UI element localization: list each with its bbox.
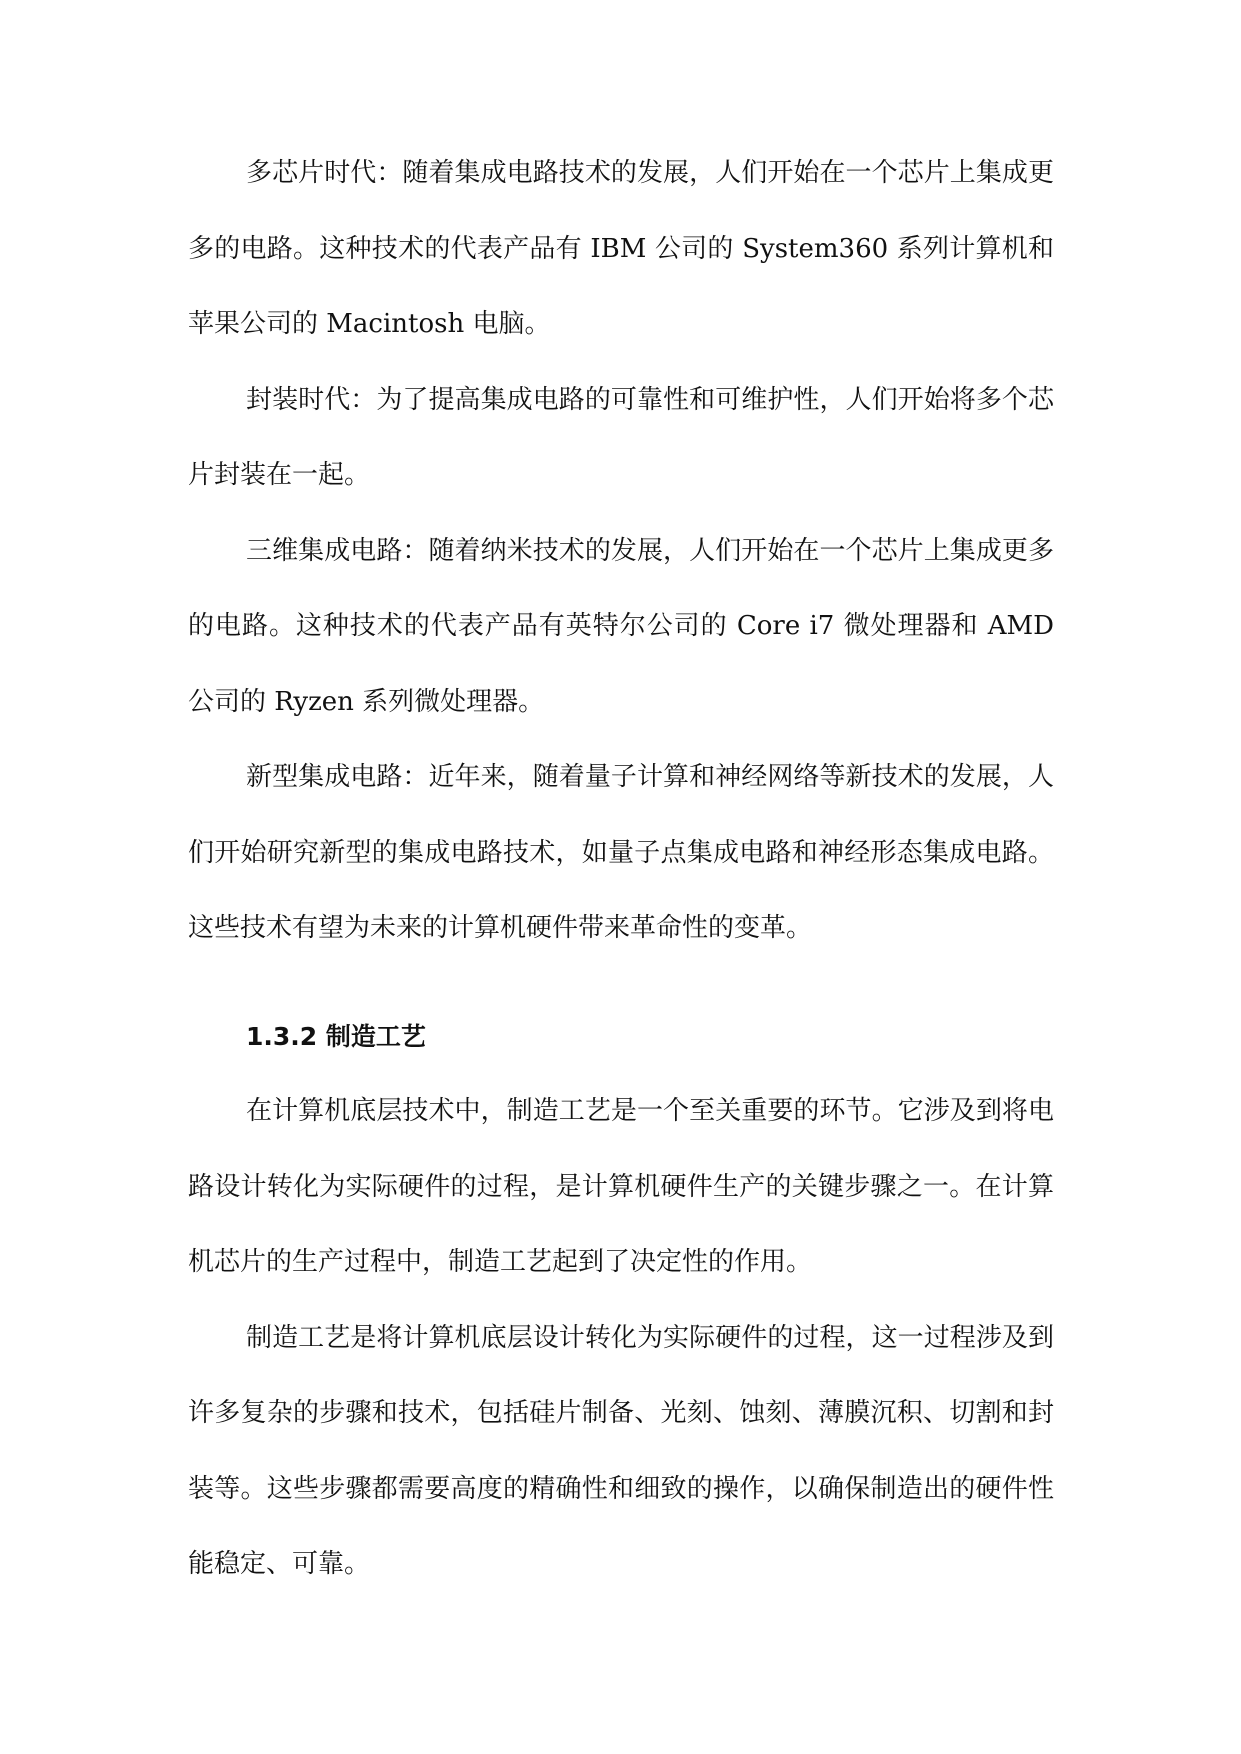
paragraph-3d-integrated-circuits: 三维集成电路：随着纳米技术的发展，人们开始在一个芯片上集成更多的电路。这种技术的代表产品有英特尔公司的 Core i7 微处理器和 AMD 公司的 Ryzen 系列微处理器。: [188, 535, 1054, 717]
paragraph-multi-chip-era: 多芯片时代：随着集成电路技术的发展，人们开始在一个芯片上集成更多的电路。这种技术的代表产品有 IBM 公司的 System360 系列计算机和苹果公司的 Macintosh 电脑。: [188, 158, 1054, 339]
document-body: [188, 136, 1054, 1603]
paragraph-manufacturing-steps: 制造工艺是将计算机底层设计转化为实际硬件的过程，这一过程涉及到许多复杂的步骤和技术，包括硅片制备、光刻、蚀刻、薄膜沉积、切割和封装等。这些步骤都需要高度的精确性和细致的操作，以确保制造出的硬件性能稳定、可靠。: [188, 1322, 1054, 1579]
paragraph-new-integrated-circuits: 新型集成电路：近年来，随着量子计算和神经网络等新技术的发展，人们开始研究新型的集成电路技术，如量子点集成电路和神经形态集成电路。这些技术有望为未来的计算机硬件带来革命性的变革。: [188, 762, 1054, 943]
paragraph-manufacturing-intro: 在计算机底层技术中，制造工艺是一个至关重要的环节。它涉及到将电路设计转化为实际硬件的过程，是计算机硬件生产的关键步骤之一。在计算机芯片的生产过程中，制造工艺起到了决定性的作用。: [188, 1096, 1054, 1277]
section-heading: 1.3.2 制造工艺: [246, 1021, 426, 1051]
paragraph-packaging-era: 封装时代：为了提高集成电路的可靠性和可维护性，人们开始将多个芯片封装在一起。: [188, 384, 1054, 490]
